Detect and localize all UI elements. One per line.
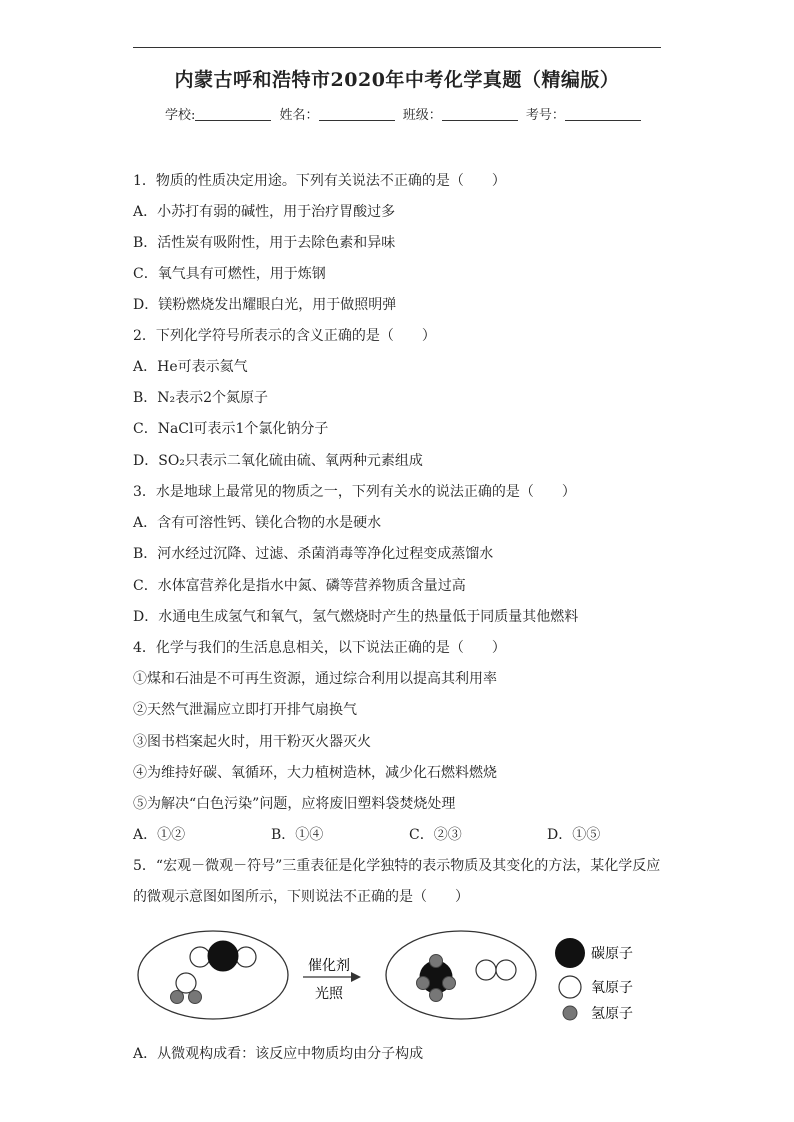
oxygen-atom (176, 973, 196, 993)
question-4-statement-1: ①煤和石油是不可再生资源，通过综合利用以提高其利用率 (133, 671, 497, 687)
question-2-option-d[interactable]: D．SO₂只表示二氧化硫由硫、氧两种元素组成 (133, 453, 423, 469)
student-info-line (165, 104, 645, 123)
question-2-stem: 2．下列化学符号所表示的含义正确的是（ ） (133, 328, 436, 344)
arrow-condition-bottom: 光照 (315, 986, 343, 1002)
school-blank[interactable] (195, 107, 271, 121)
question-4-option-a[interactable]: A．①② (133, 827, 186, 843)
question-2-option-a[interactable]: A．He可表示氦气 (133, 359, 248, 375)
question-4-statement-3: ③图书档案起火时，用干粉灭火器灭火 (133, 734, 371, 750)
question-4-statement-2: ②天然气泄漏应立即打开排气扇换气 (133, 702, 357, 718)
question-4-option-b[interactable]: B．①④ (271, 827, 324, 843)
arrow-head-icon (351, 972, 361, 982)
question-5-stem-line-2: 的微观示意图如图所示，下则说法不正确的是（ ） (133, 889, 469, 905)
oxygen-atom (236, 947, 256, 967)
question-5-stem-line-1: 5．“宏观－微观－符号”三重表征是化学独特的表示物质及其变化的方法，某化学反应 (133, 858, 661, 874)
question-4-options (133, 826, 685, 844)
question-3-option-b[interactable]: B．河水经过沉降、过滤、杀菌消毒等净化过程变成蒸馏水 (133, 546, 494, 562)
name-label: 姓名： (279, 108, 319, 123)
legend-carbon-icon (555, 938, 585, 968)
class-label: 班级： (402, 108, 442, 123)
legend-oxygen-label: 氧原子 (591, 980, 633, 996)
question-3-option-c[interactable]: C．水体富营养化是指水中氮、磷等营养物质含量过高 (133, 578, 466, 594)
question-1-stem: 1．物质的性质决定用途。下列有关说法不正确的是（ ） (133, 173, 506, 189)
arrow-condition-top: 催化剂 (308, 958, 350, 974)
question-5-option-a[interactable]: A．从微观构成看：该反应中物质均由分子构成 (133, 1046, 424, 1062)
question-3-option-d[interactable]: D．水通电生成氢气和氧气，氢气燃烧时产生的热量低于同质量其他燃料 (133, 609, 579, 625)
hydrogen-atom (417, 977, 430, 990)
question-2-option-b[interactable]: B．N₂表示2个氮原子 (133, 390, 269, 406)
reaction-micro-diagram (133, 925, 663, 1030)
oxygen-atom (496, 960, 516, 980)
oxygen-atom (476, 960, 496, 980)
question-3-stem: 3．水是地球上最常见的物质之一，下列有关水的说法正确的是（ ） (133, 484, 576, 500)
exam-number-blank[interactable] (565, 107, 641, 121)
carbon-atom (208, 941, 238, 971)
hydrogen-atom (189, 991, 202, 1004)
question-3-option-a[interactable]: A．含有可溶性钙、镁化合物的水是硬水 (133, 515, 382, 531)
question-4-statement-5: ⑤为解决“白色污染”问题，应将废旧塑料袋焚烧处理 (133, 796, 456, 812)
name-blank[interactable] (319, 107, 395, 121)
question-4-option-c[interactable]: C．②③ (409, 827, 462, 843)
hydrogen-atom (430, 955, 443, 968)
hydrogen-atom (171, 991, 184, 1004)
question-2-option-c[interactable]: C．NaCl可表示1个氯化钠分子 (133, 421, 329, 437)
page-title: 内蒙古呼和浩特市2020年中考化学真题（精编版） (174, 69, 620, 91)
question-1-option-a[interactable]: A．小苏打有弱的碱性，用于治疗胃酸过多 (133, 204, 396, 220)
hydrogen-atom (430, 989, 443, 1002)
question-1-option-c[interactable]: C．氧气具有可燃性，用于炼钢 (133, 266, 326, 282)
top-rule (133, 47, 661, 48)
question-4-statement-4: ④为维持好碳、氧循环，大力植树造林，减少化石燃料燃烧 (133, 765, 497, 781)
legend-oxygen-icon (559, 976, 581, 998)
school-label: 学校: (165, 108, 196, 123)
question-4-option-d[interactable]: D．①⑤ (547, 827, 601, 843)
legend-hydrogen-label: 氢原子 (591, 1006, 633, 1022)
question-1-option-d[interactable]: D．镁粉燃烧发出耀眼白光，用于做照明弹 (133, 297, 397, 313)
class-blank[interactable] (442, 107, 518, 121)
question-1-option-b[interactable]: B．活性炭有吸附性，用于去除色素和异味 (133, 235, 396, 251)
oxygen-atom (190, 947, 210, 967)
legend-hydrogen-icon (563, 1006, 577, 1020)
legend-carbon-label: 碳原子 (591, 946, 633, 962)
hydrogen-atom (443, 977, 456, 990)
question-4-stem: 4．化学与我们的生活息息相关，以下说法正确的是（ ） (133, 640, 506, 656)
exam-number-label: 考号： (525, 108, 565, 123)
